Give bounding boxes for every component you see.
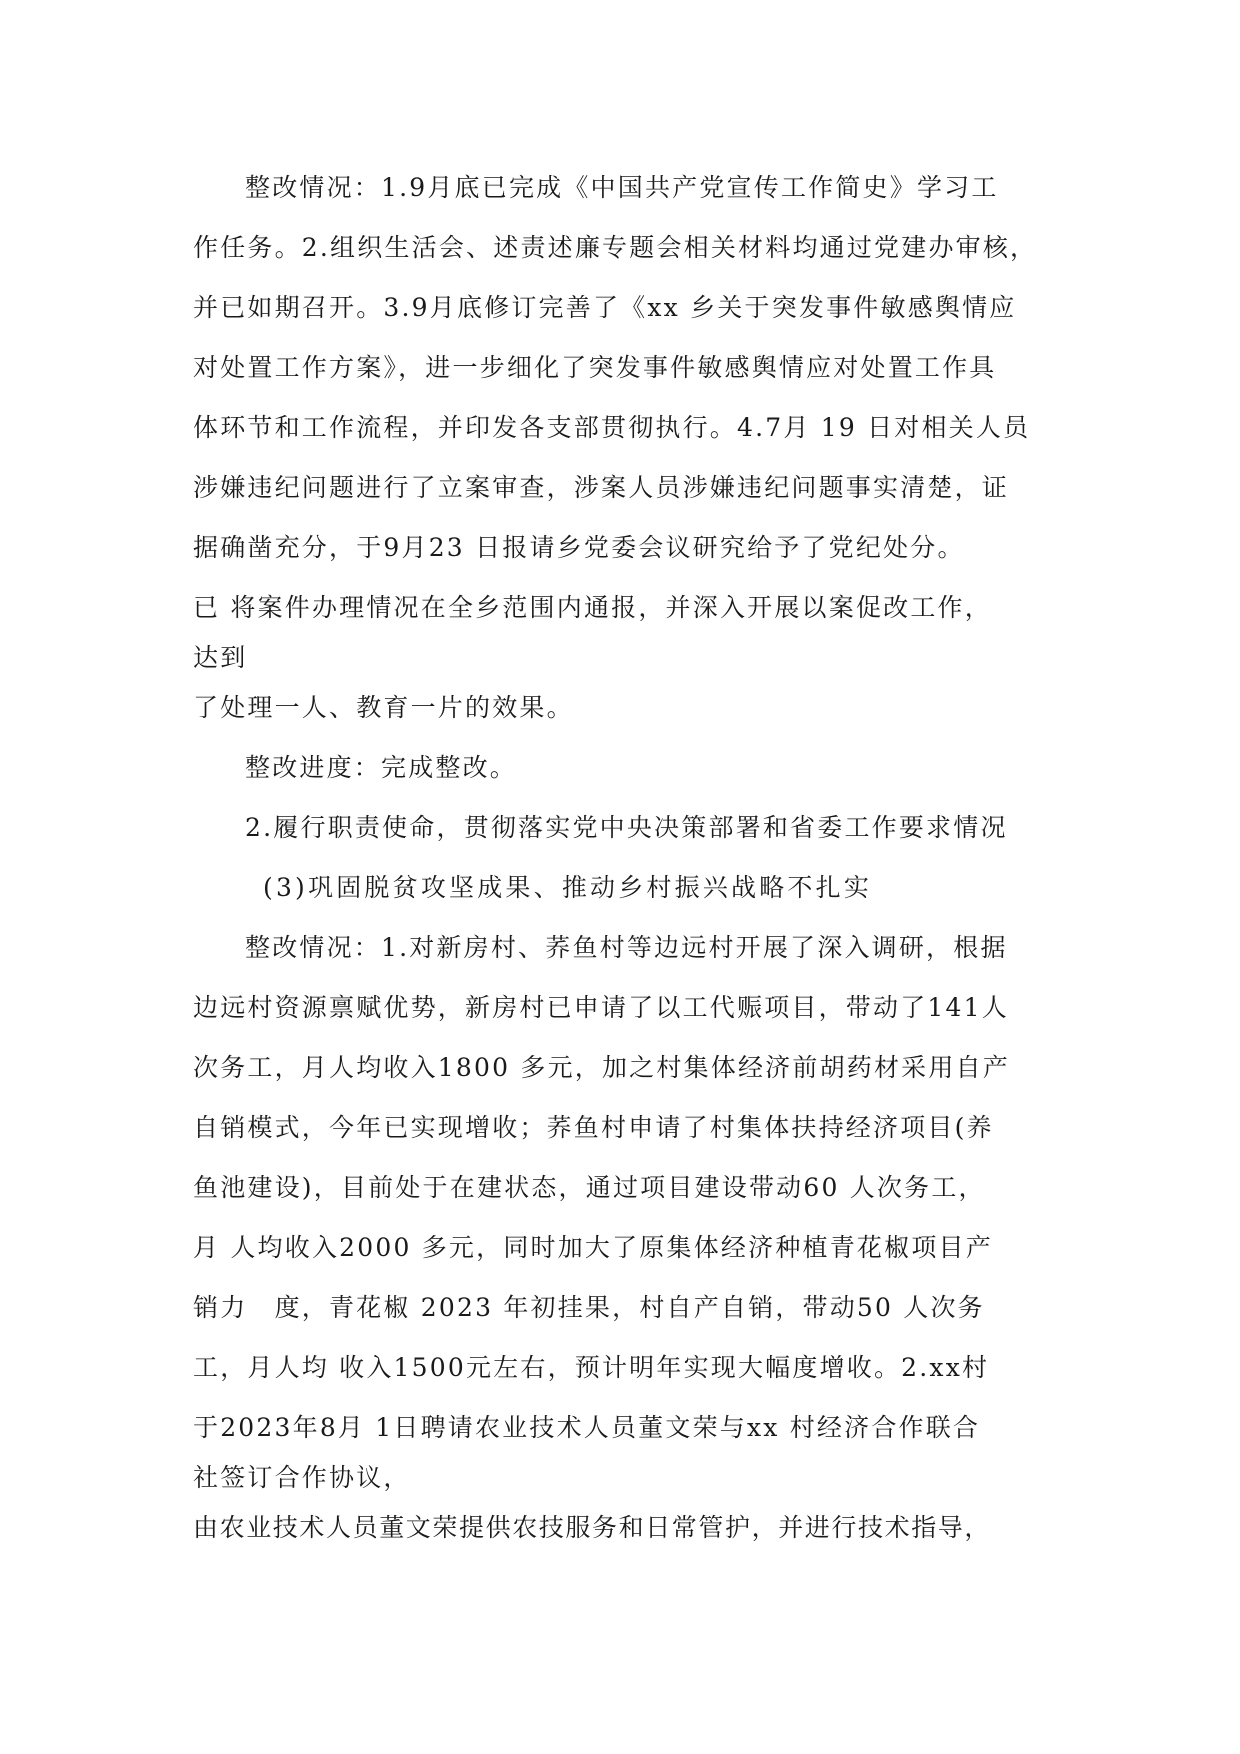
rectification-progress: 整改进度：完成整改。 [245,753,518,782]
paragraph-2-line-7: 销力 度，青花椒 2023 年初挂果，村自产自销，带动50 人次务 [193,1293,985,1322]
paragraph-2-line-10: 社签订合作协议， [193,1463,411,1492]
paragraph-1-line-5: 体环节和工作流程，并印发各支部贯彻执行。4.7月 19 日对相关人员 [193,413,1031,442]
subsection-heading-3: (3)巩固脱贫攻坚成果、推动乡村振兴战略不扎实 [263,873,873,902]
paragraph-2-line-1: 整改情况：1.对新房村、荞鱼村等边远村开展了深入调研，根据 [245,933,1008,962]
section-heading-2: 2.履行职责使命，贯彻落实党中央决策部署和省委工作要求情况 [245,813,1008,842]
paragraph-1-line-10: 了处理一人、教育一片的效果。 [193,693,574,722]
paragraph-2-line-2: 边远村资源禀赋优势，新房村已申请了以工代赈项目，带动了141人 [193,993,1009,1022]
paragraph-2-line-8: 工，月人均 收入1500元左右，预计明年实现大幅度增收。2.xx村 [193,1353,990,1382]
paragraph-1-line-7: 据确凿充分，于9月23 日报请乡党委会议研究给予了党纪处分。 [193,533,965,562]
paragraph-1-line-8: 已 将案件办理情况在全乡范围内通报，并深入开展以案促改工作， [193,593,992,622]
paragraph-2-line-3: 次务工，月人均收入1800 多元，加之村集体经济前胡药材采用自产 [193,1053,1010,1082]
paragraph-2-line-6: 月 人均收入2000 多元，同时加大了原集体经济种植青花椒项目产 [193,1233,993,1262]
paragraph-1-line-4: 对处置工作方案》，进一步细化了突发事件敏感舆情应对处置工作具 [193,353,997,382]
paragraph-1-line-1: 整改情况：1.9月底已完成《中国共产党宣传工作简史》学习工 [245,173,999,202]
paragraph-2-line-5: 鱼池建设)，目前处于在建状态，通过项目建设带动60 人次务工， [193,1173,986,1202]
document-body [193,158,1063,1558]
paragraph-1-line-3: 并已如期召开。3.9月底修订完善了《xx 乡关于突发事件敏感舆情应 [193,293,1017,322]
paragraph-2-line-11: 由农业技术人员董文荣提供农技服务和日常管护，并进行技术指导， [193,1513,992,1542]
paragraph-2-line-4: 自销模式，今年已实现增收；荞鱼村申请了村集体扶持经济项目(养 [193,1113,994,1142]
paragraph-1-line-6: 涉嫌违纪问题进行了立案审查，涉案人员涉嫌违纪问题事实清楚，证 [193,473,1010,502]
paragraph-1-line-2: 作任务。2.组织生活会、述责述廉专题会相关材料均通过党建办审核， [193,233,1038,262]
paragraph-2-line-9: 于2023年8月 1日聘请农业技术人员董文荣与xx 村经济合作联合 [193,1413,981,1442]
paragraph-1-line-9: 达到 [193,643,248,672]
